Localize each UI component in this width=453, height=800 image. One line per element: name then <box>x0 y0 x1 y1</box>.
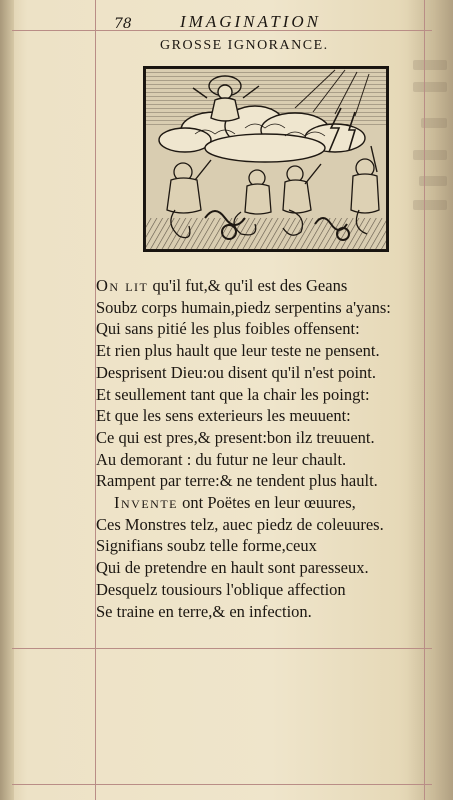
lower-rule <box>12 648 432 649</box>
bottom-rule <box>12 784 432 785</box>
poem-line: Qui de pretendre en hault sont paresseux. <box>96 558 369 578</box>
woodcut-illustration <box>143 66 389 252</box>
poem-line: Desprisent Dieu:ou disent qu'il n'est point. <box>96 362 377 382</box>
poem-line: Se traine en terre,& en infection. <box>96 601 312 621</box>
stanza-lead: On lit <box>96 276 149 295</box>
poem-line: Et seullement tant que la chair les poingt: <box>96 384 370 404</box>
poem-text <box>96 275 426 622</box>
poem-line: Et que les sens exterieurs les meuuent: <box>96 406 351 426</box>
poem-line: On lit qu'il fut,& qu'il est des Geans <box>96 276 348 295</box>
poem-line: Soubz corps humain,piedz serpentins a'yans: <box>96 297 391 317</box>
page-number: 78 <box>114 16 132 32</box>
stanza-lead: Invente <box>114 493 178 513</box>
poem-line: Invente ont Poëtes en leur œuures, <box>114 493 356 513</box>
emblem-title: GROSSE IGNORANCE. <box>160 38 329 53</box>
poem-line: Rampent par terre:& ne tendent plus hault. <box>96 471 378 491</box>
poem-line: Signifians soubz telle forme,ceux <box>96 536 317 556</box>
poem-line: Qui sans pitié les plus foibles offensent: <box>96 319 360 339</box>
page-gutter <box>0 0 14 800</box>
poem-line: Ces Monstres telz, auec piedz de coleuures. <box>96 514 384 534</box>
running-head: IMAGINATION <box>180 12 321 31</box>
poem-line: Et rien plus hault que leur teste ne pensent. <box>96 341 380 361</box>
poem-line: Au demorant : du futur ne leur chault. <box>96 449 347 469</box>
poem-line: Ce qui est pres,& present:bon ilz treuuent. <box>96 427 375 447</box>
poem-line: Desquelz tousiours l'oblique affection <box>96 579 346 599</box>
